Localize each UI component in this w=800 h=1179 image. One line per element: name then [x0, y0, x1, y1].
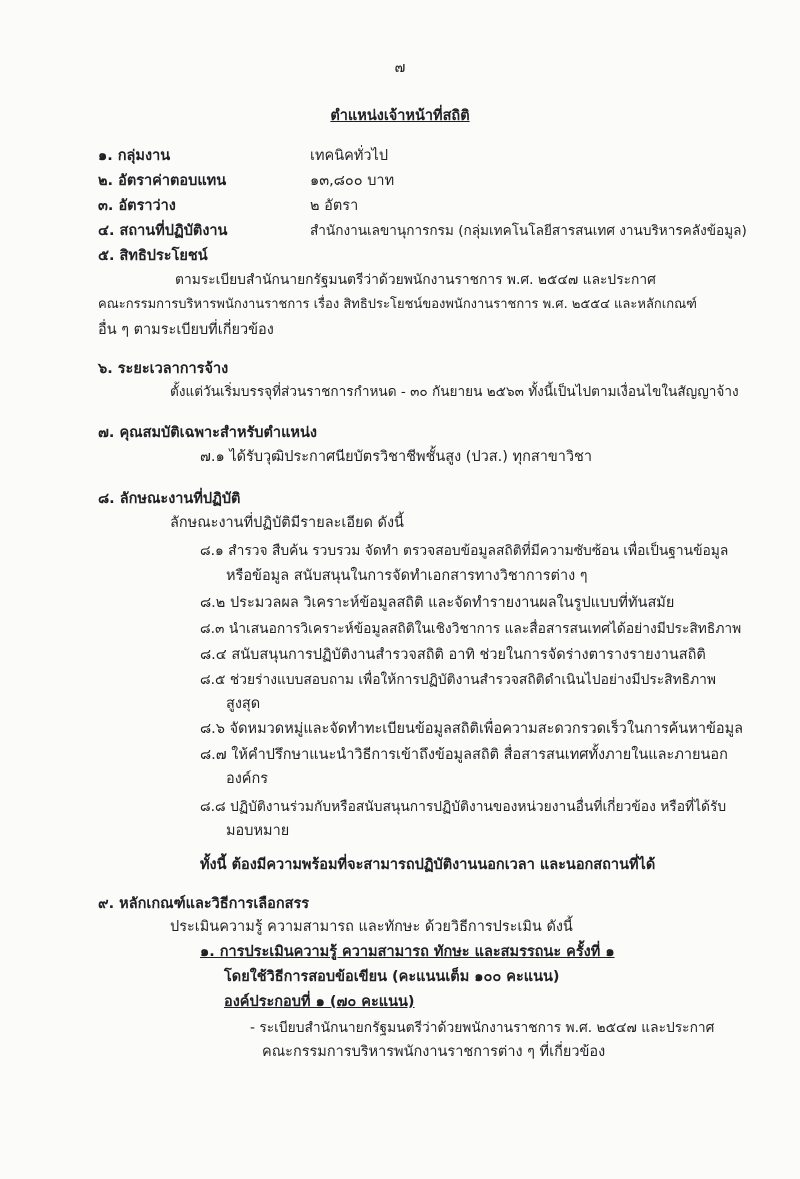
selection-stage-1: ๑. การประเมินความรู้ ความสามารถ ทักษะ และสมรรถนะ ครั้งที่ ๑: [200, 944, 615, 960]
benefits-line-1: ตามระเบียบสำนักนายกรัฐมนตรีว่าด้วยพนักงานราชการ พ.ศ. ๒๕๔๗ และประกาศ: [175, 272, 656, 288]
field-value-vacancies: ๒ อัตรา: [310, 198, 359, 214]
period-text: ตั้งแต่วันเริ่มบรรจุที่ส่วนราชการกำหนด - ๓๐ กันยายน ๒๕๖๓ ทั้งนี้เป็นไปตามเงื่อนไขในสัญญาจ้าง: [170, 384, 739, 400]
selection-component-1: องค์ประกอบที่ ๑ (๗๐ คะแนน): [224, 994, 415, 1010]
selection-method: โดยใช้วิธีการสอบข้อเขียน (คะแนนเต็ม ๑๐๐ คะแนน): [224, 969, 560, 985]
selection-intro: ประเมินความรู้ ความสามารถ และทักษะ ด้วยวิธีการประเมิน ดังนี้: [170, 919, 573, 935]
duties-intro: ลักษณะงานที่ปฏิบัติมีรายละเอียด ดังนี้: [170, 515, 404, 531]
field-value-salary: ๑๓,๘๐๐ บาท: [310, 173, 395, 189]
field-value-work-group: เทคนิคทั่วไป: [310, 148, 389, 164]
field-label-salary: ๒. อัตราค่าตอบแทน: [98, 173, 227, 189]
duties-heading: ๘. ลักษณะงานที่ปฏิบัติ: [98, 491, 241, 507]
benefits-line-2: คณะกรรมการบริหารพนักงานราชการ เรื่อง สิทธิประโยชน์ของพนักงานราชการ พ.ศ. ๒๕๕๔ และหลักเกณฑ์: [98, 297, 697, 312]
selection-bullet-line-2: คณะกรรมการบริหารพนักงานราชการต่าง ๆ ที่เกี่ยวข้อง: [262, 1044, 606, 1060]
duty-item-6: ๘.๖ จัดหมวดหมู่และจัดทำทะเบียนข้อมูลสถิติเพื่อความสะดวกรวดเร็วในการค้นหาข้อมูล: [200, 721, 744, 737]
duty-item-5-cont: สูงสุด: [226, 696, 261, 712]
field-label-workplace: ๔. สถานที่ปฏิบัติงาน: [98, 223, 228, 239]
field-label-work-group: ๑. กลุ่มงาน: [98, 148, 171, 164]
period-heading: ๖. ระยะเวลาการจ้าง: [98, 361, 229, 377]
duty-item-5: ๘.๕ ช่วยร่างแบบสอบถาม เพื่อให้การปฏิบัติงานสำรวจสถิติดำเนินไปอย่างมีประสิทธิภาพ: [200, 672, 717, 688]
duty-item-3: ๘.๓ นำเสนอการวิเคราะห์ข้อมูลสถิติในเชิงวิชาการ และสื่อสารสนเทศได้อย่างมีประสิทธิภาพ: [200, 621, 742, 637]
selection-bullet-line-1: - ระเบียบสำนักนายกรัฐมนตรีว่าด้วยพนักงานราชการ พ.ศ. ๒๕๔๗ และประกาศ: [250, 1020, 715, 1036]
benefits-heading: ๕. สิทธิประโยชน์: [98, 248, 208, 264]
selection-heading: ๙. หลักเกณฑ์และวิธีการเลือกสรร: [98, 896, 310, 912]
duty-item-1-cont: หรือข้อมูล สนับสนุนในการจัดทำเอกสารทางวิชาการต่าง ๆ: [226, 568, 588, 584]
duty-item-4: ๘.๔ สนับสนุนการปฏิบัติงานสำรวจสถิติ อาทิ ช่วยในการจัดร่างตารางรายงานสถิติ: [200, 647, 706, 663]
field-value-workplace: สำนักงานเลขานุการกรม (กลุ่มเทคโนโลยีสารสนเทศ งานบริหารคลังข้อมูล): [310, 223, 747, 239]
duties-note: ทั้งนี้ ต้องมีความพร้อมที่จะสามารถปฏิบัติงานนอกเวลา และนอกสถานที่ได้: [200, 857, 656, 873]
qualification-heading: ๗. คุณสมบัติเฉพาะสำหรับตำแหน่ง: [98, 425, 317, 441]
duty-item-8-cont: มอบหมาย: [226, 823, 290, 839]
field-label-vacancies: ๓. อัตราว่าง: [98, 198, 176, 214]
position-title: ตำแหน่งเจ้าหน้าที่สถิติ: [330, 108, 470, 124]
duty-item-1: ๘.๑ สำรวจ สืบค้น รวบรวม จัดทำ ตรวจสอบข้อมูลสถิติที่มีความซับซ้อน เพื่อเป็นฐานข้อมูล: [200, 543, 729, 559]
page-number: ๗: [394, 60, 406, 76]
duty-item-8: ๘.๘ ปฏิบัติงานร่วมกับหรือสนับสนุนการปฏิบัติงานของหน่วยงานอื่นที่เกี่ยวข้อง หรือที่ได้รับ: [200, 799, 727, 815]
duty-item-7-cont: องค์กร: [226, 771, 269, 787]
qualification-text: ๗.๑ ได้รับวุฒิประกาศนียบัตรวิชาชีพชั้นสูง (ปวส.) ทุกสาขาวิชา: [200, 449, 593, 465]
duty-item-7: ๘.๗ ให้คำปรึกษาแนะนำวิธีการเข้าถึงข้อมูลสถิติ สื่อสารสนเทศทั้งภายในและภายนอก: [200, 747, 728, 763]
duty-item-2: ๘.๒ ประมวลผล วิเคราะห์ข้อมูลสถิติ และจัดทำรายงานผลในรูปแบบที่ทันสมัย: [200, 595, 675, 611]
benefits-line-3: อื่น ๆ ตามระเบียบที่เกี่ยวข้อง: [98, 322, 274, 338]
